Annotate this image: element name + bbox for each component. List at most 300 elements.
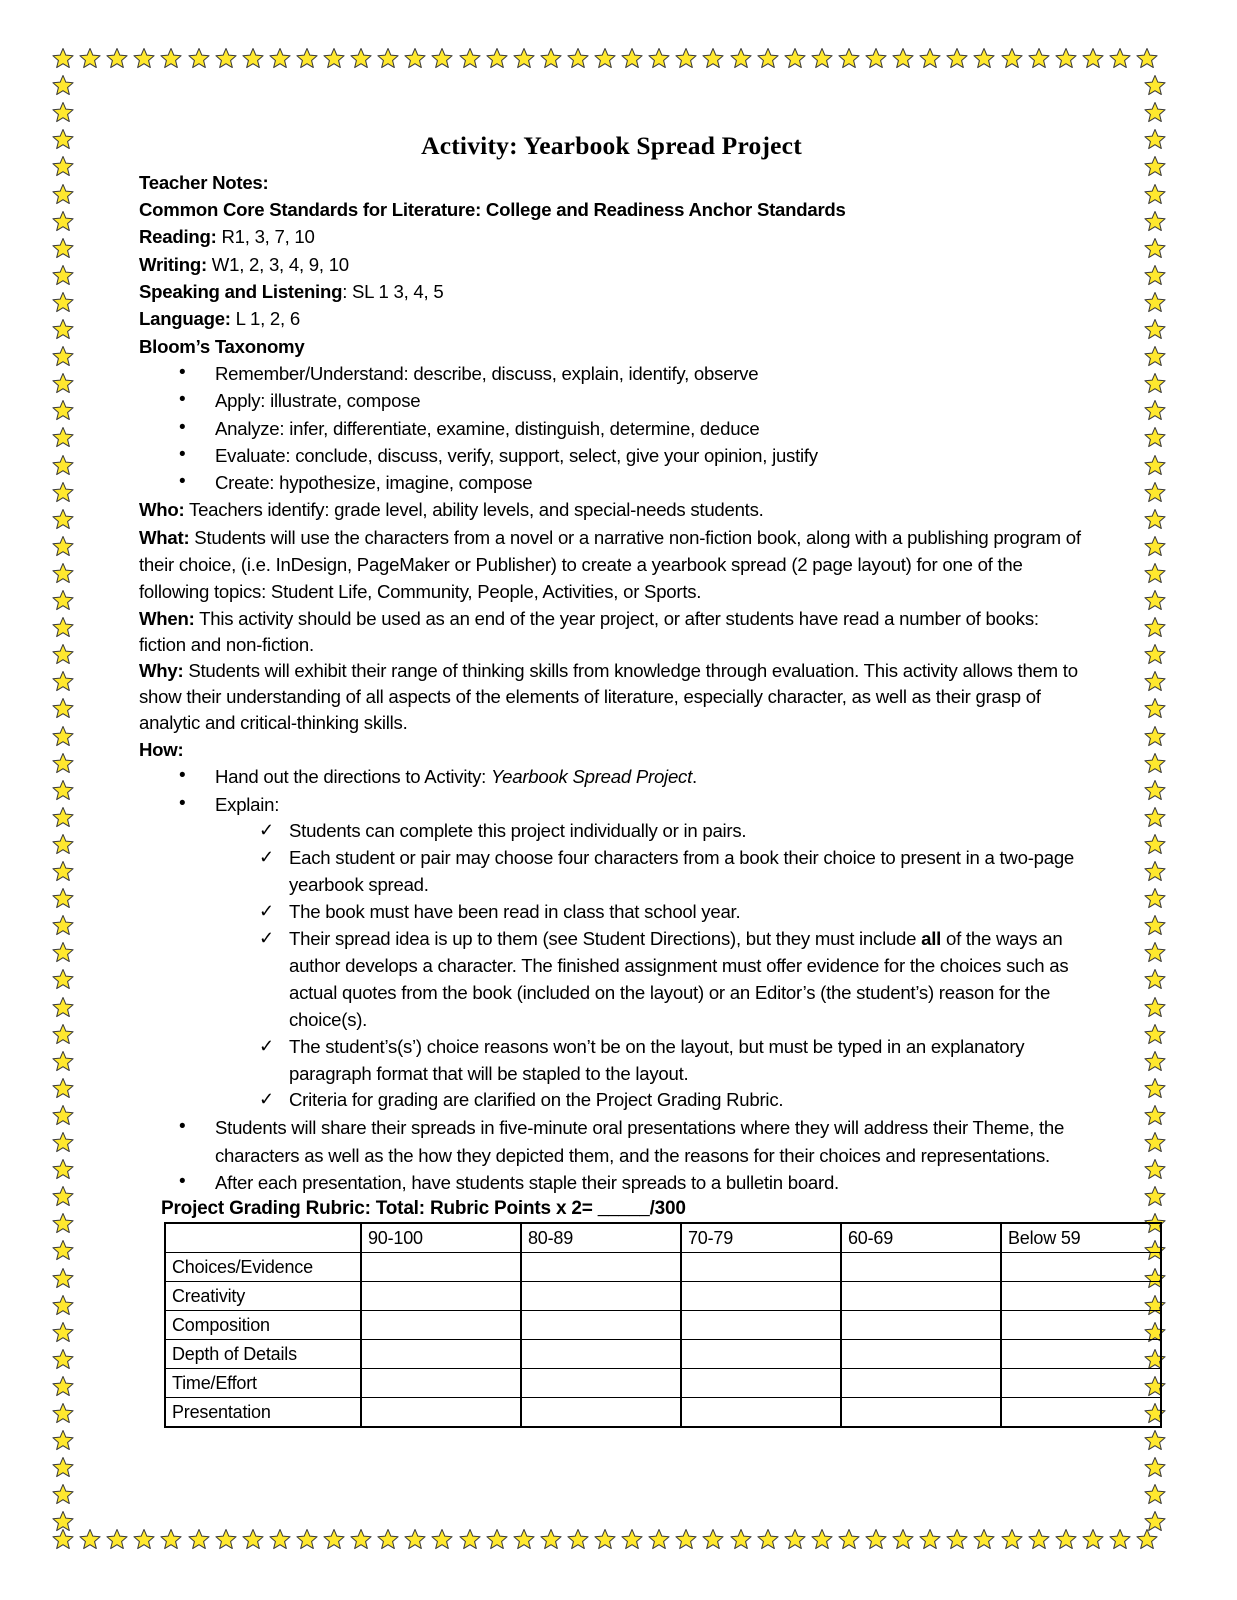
- standard-reading: [139, 223, 1084, 250]
- star-icon: [52, 237, 74, 259]
- star-icon: [1144, 1158, 1166, 1180]
- score-cell[interactable]: [361, 1369, 521, 1398]
- table-header-cell-70-79: 70-79: [681, 1223, 841, 1253]
- star-icon: [1144, 779, 1166, 801]
- star-icon: [1144, 616, 1166, 638]
- star-icon: [675, 1528, 697, 1550]
- standard-language-label: Language:: [139, 308, 231, 330]
- star-icon: [52, 183, 74, 205]
- star-icon: [52, 562, 74, 584]
- row-label-choices-evidence: Choices/Evidence: [165, 1253, 361, 1282]
- star-icon: [1144, 833, 1166, 855]
- star-icon: [133, 47, 155, 69]
- star-icon: [730, 47, 752, 69]
- check-icon: ✓: [259, 900, 274, 921]
- star-icon: [52, 291, 74, 313]
- star-icon: [1136, 47, 1158, 69]
- standard-language-value: L 1, 2, 6: [230, 308, 300, 330]
- blooms-taxonomy-heading: Bloom’s Taxonomy: [139, 335, 305, 357]
- star-icon: [702, 1528, 724, 1550]
- star-icon: [52, 616, 74, 638]
- star-icon: [567, 47, 589, 69]
- list-item-label: The student’s(s’) choice reasons won’t be on the layout, but must be typed in an explanatory paragraph format that will be stapled to the layout.: [289, 1035, 1025, 1084]
- check-icon: ✓: [259, 846, 274, 867]
- star-icon: [1144, 291, 1166, 313]
- star-icon: [1055, 47, 1077, 69]
- star-icon: [1144, 481, 1166, 503]
- star-icon: [52, 74, 74, 96]
- star-icon: [946, 1528, 968, 1550]
- score-cell[interactable]: [361, 1253, 521, 1282]
- standard-reading-label: Reading:: [139, 226, 217, 248]
- star-icon: [52, 1077, 74, 1099]
- star-icon: [1144, 914, 1166, 936]
- explain-sublist: [215, 818, 1084, 1114]
- score-cell[interactable]: [681, 1398, 841, 1428]
- star-icon: [215, 1528, 237, 1550]
- star-icon: [594, 47, 616, 69]
- star-icon: [52, 833, 74, 855]
- bullet-icon: •: [179, 361, 186, 383]
- score-cell[interactable]: [521, 1282, 681, 1311]
- star-icon: [52, 1158, 74, 1180]
- star-icon: [52, 481, 74, 503]
- rubric-score-blank: _____: [597, 1198, 650, 1220]
- star-icon: [892, 1528, 914, 1550]
- table-header-cell-60-69: 60-69: [841, 1223, 1001, 1253]
- star-icon: [52, 1185, 74, 1207]
- star-icon: [1144, 670, 1166, 692]
- star-icon: [52, 589, 74, 611]
- list-item: [139, 469, 1084, 496]
- star-icon: [1144, 1510, 1166, 1532]
- star-icon: [540, 1528, 562, 1550]
- bullet-icon: •: [179, 416, 186, 438]
- score-cell[interactable]: [1001, 1369, 1161, 1398]
- who-label: Who:: [139, 499, 185, 521]
- star-icon: [1144, 968, 1166, 990]
- star-icon: [648, 47, 670, 69]
- table-header-cell-blank: [165, 1223, 361, 1253]
- star-icon: [52, 318, 74, 340]
- what-label: What:: [139, 526, 190, 548]
- star-icon: [52, 1212, 74, 1234]
- star-icon: [52, 535, 74, 557]
- star-icon: [1028, 47, 1050, 69]
- score-cell[interactable]: [521, 1253, 681, 1282]
- star-icon: [1028, 1528, 1050, 1550]
- score-cell[interactable]: [361, 1282, 521, 1311]
- star-icon: [188, 1528, 210, 1550]
- star-icon: [1109, 47, 1131, 69]
- score-cell[interactable]: [1001, 1340, 1161, 1369]
- star-icon: [1144, 1483, 1166, 1505]
- star-icon: [675, 47, 697, 69]
- star-icon: [1082, 47, 1104, 69]
- standard-writing-label: Writing:: [139, 253, 207, 275]
- star-icon: [52, 941, 74, 963]
- star-icon: [52, 1510, 74, 1532]
- star-icon: [702, 47, 724, 69]
- star-icon: [323, 1528, 345, 1550]
- when-label: When:: [139, 607, 195, 629]
- list-item: [215, 845, 1084, 899]
- score-cell[interactable]: [841, 1282, 1001, 1311]
- list-item: [215, 1087, 1084, 1114]
- star-icon: [1144, 1185, 1166, 1207]
- hand-out-pre: Hand out the directions to Activity:: [215, 766, 492, 788]
- star-icon: [784, 1528, 806, 1550]
- star-icon: [1144, 589, 1166, 611]
- star-icon: [106, 47, 128, 69]
- star-icon: [323, 47, 345, 69]
- star-icon: [838, 1528, 860, 1550]
- who-paragraph: [139, 496, 1084, 523]
- star-icon: [892, 47, 914, 69]
- score-cell[interactable]: [841, 1369, 1001, 1398]
- table-row: [165, 1282, 1161, 1311]
- standard-speaking-listening: [139, 278, 1084, 305]
- what-paragraph: [139, 524, 1084, 606]
- why-label: Why:: [139, 659, 184, 681]
- list-item-label: Students can complete this project individually or in pairs.: [289, 819, 747, 841]
- star-icon: [52, 697, 74, 719]
- star-icon: [52, 1528, 74, 1550]
- score-cell[interactable]: [521, 1311, 681, 1340]
- standard-language: [139, 305, 1084, 332]
- list-item-label: Each student or pair may choose four characters from a book their choice to present in a two-page yearbook spread.: [289, 846, 1075, 895]
- star-icon: [52, 101, 74, 123]
- score-cell[interactable]: [1001, 1311, 1161, 1340]
- row-label-depth-of-details: Depth of Details: [165, 1340, 361, 1369]
- list-item: [215, 1034, 1084, 1088]
- when-text: This activity should be used as an end of the year project, or after students have read a number of books: fiction and non-fiction.: [139, 607, 1039, 655]
- check-icon: ✓: [259, 1035, 274, 1056]
- star-icon: [1144, 806, 1166, 828]
- star-icon: [486, 1528, 508, 1550]
- star-icon: [52, 128, 74, 150]
- star-icon: [1144, 210, 1166, 232]
- star-icon: [1144, 1131, 1166, 1153]
- star-icon: [269, 47, 291, 69]
- star-icon: [973, 47, 995, 69]
- star-icon: [52, 1348, 74, 1370]
- table-row: [165, 1369, 1161, 1398]
- bullet-icon: •: [179, 471, 186, 493]
- star-icon: [1144, 1456, 1166, 1478]
- rubric-heading: [161, 1198, 1084, 1220]
- star-icon: [1144, 508, 1166, 530]
- star-icon: [1144, 155, 1166, 177]
- score-cell[interactable]: [681, 1369, 841, 1398]
- star-icon: [1082, 1528, 1104, 1550]
- star-icon: [1144, 318, 1166, 340]
- star-icon: [52, 752, 74, 774]
- star-icon: [513, 1528, 535, 1550]
- bullet-icon: •: [179, 765, 186, 787]
- star-icon: [486, 47, 508, 69]
- star-icon: [1144, 1050, 1166, 1072]
- star-icon: [52, 887, 74, 909]
- score-cell[interactable]: [681, 1282, 841, 1311]
- table-row: [165, 1398, 1161, 1428]
- star-icon: [52, 1131, 74, 1153]
- star-icon: [431, 47, 453, 69]
- list-item-label: Students will share their spreads in five-minute oral presentations where they will address their Theme, the characters as well as the how they depicted them, and the reasons for their choices and representations.: [215, 1117, 1065, 1166]
- star-icon: [513, 47, 535, 69]
- star-icon: [52, 860, 74, 882]
- rubric-heading-post: /300: [649, 1198, 686, 1220]
- star-icon: [1109, 1528, 1131, 1550]
- star-icon: [1144, 1023, 1166, 1045]
- star-icon: [215, 47, 237, 69]
- star-icon: [350, 47, 372, 69]
- score-cell[interactable]: [361, 1311, 521, 1340]
- score-cell[interactable]: [841, 1398, 1001, 1428]
- star-icon: [52, 643, 74, 665]
- teacher-notes-block: [139, 169, 1084, 1197]
- star-icon: [431, 1528, 453, 1550]
- star-icon: [52, 1456, 74, 1478]
- star-icon: [52, 968, 74, 990]
- star-icon: [242, 1528, 264, 1550]
- how-list: [139, 763, 1084, 1196]
- star-icon: [1144, 1077, 1166, 1099]
- star-icon: [1144, 535, 1166, 557]
- list-item-label: Apply: illustrate, compose: [215, 390, 421, 412]
- star-icon: [52, 399, 74, 421]
- star-icon: [1144, 887, 1166, 909]
- star-icon: [567, 1528, 589, 1550]
- score-cell[interactable]: [361, 1340, 521, 1369]
- star-icon: [404, 1528, 426, 1550]
- star-icon: [52, 1023, 74, 1045]
- score-cell[interactable]: [681, 1311, 841, 1340]
- star-icon: [1144, 725, 1166, 747]
- teacher-notes-label: Teacher Notes:: [139, 171, 269, 193]
- score-cell[interactable]: [841, 1340, 1001, 1369]
- star-icon: [404, 47, 426, 69]
- star-icon: [52, 47, 74, 69]
- star-icon: [1144, 996, 1166, 1018]
- list-item-label: Remember/Understand: describe, discuss, explain, identify, observe: [215, 362, 759, 384]
- why-text: Students will exhibit their range of thinking skills from knowledge through evaluation. This activity allows them to show their understanding of all aspects of the elements of literature, especially character, as well as their grasp of analytic and critical-thinking skills.: [139, 659, 1078, 733]
- list-item-label: Evaluate: conclude, discuss, verify, support, select, give your opinion, justify: [215, 444, 818, 466]
- score-cell[interactable]: [681, 1253, 841, 1282]
- star-icon: [1144, 454, 1166, 476]
- score-cell[interactable]: [841, 1253, 1001, 1282]
- table-header-cell-80-89: 80-89: [521, 1223, 681, 1253]
- score-cell[interactable]: [681, 1340, 841, 1369]
- star-icon: [52, 508, 74, 530]
- list-item: [215, 818, 1084, 845]
- star-icon: [1144, 643, 1166, 665]
- blooms-taxonomy-list: [139, 360, 1084, 497]
- star-icon: [621, 1528, 643, 1550]
- star-icon: [1144, 264, 1166, 286]
- bullet-icon: •: [179, 1116, 186, 1138]
- list-item: [139, 1114, 1084, 1169]
- bullet-icon: •: [179, 389, 186, 411]
- star-icon: [52, 1050, 74, 1072]
- standard-writing: [139, 251, 1084, 278]
- star-icon: [1144, 1104, 1166, 1126]
- list-item: [139, 1169, 1084, 1196]
- check-icon: ✓: [259, 1089, 274, 1110]
- star-icon: [1001, 47, 1023, 69]
- star-icon: [1144, 697, 1166, 719]
- hand-out-post: .: [692, 766, 697, 788]
- star-icon: [160, 1528, 182, 1550]
- spread-idea-pre: Their spread idea is up to them (see Student Directions), but they must include: [289, 927, 922, 949]
- list-item-label: Analyze: infer, differentiate, examine, distinguish, determine, deduce: [215, 417, 760, 439]
- star-icon: [79, 47, 101, 69]
- row-label-creativity: Creativity: [165, 1282, 361, 1311]
- star-icon: [757, 1528, 779, 1550]
- standard-speaking-listening-label: Speaking and Listening: [139, 280, 343, 302]
- star-icon: [52, 1402, 74, 1424]
- star-icon: [1144, 101, 1166, 123]
- star-icon: [1144, 74, 1166, 96]
- star-icon: [52, 372, 74, 394]
- star-icon: [784, 47, 806, 69]
- star-icon: [1144, 128, 1166, 150]
- star-icon: [1144, 372, 1166, 394]
- check-icon: ✓: [259, 927, 274, 948]
- list-item-label: The book must have been read in class that school year.: [289, 900, 741, 922]
- star-icon: [621, 47, 643, 69]
- star-icon: [1144, 237, 1166, 259]
- star-icon: [1144, 941, 1166, 963]
- star-icon: [594, 1528, 616, 1550]
- project-grading-rubric-table: [164, 1222, 1162, 1428]
- bullet-icon: •: [179, 1171, 186, 1193]
- star-icon: [52, 1483, 74, 1505]
- list-item: [139, 415, 1084, 442]
- list-item: [139, 791, 1084, 1115]
- star-icon: [52, 1104, 74, 1126]
- table-header-cell-below-59: Below 59: [1001, 1223, 1161, 1253]
- score-cell[interactable]: [1001, 1253, 1161, 1282]
- star-icon: [106, 1528, 128, 1550]
- star-icon: [52, 1239, 74, 1261]
- row-label-time-effort: Time/Effort: [165, 1369, 361, 1398]
- score-cell[interactable]: [1001, 1398, 1161, 1428]
- list-item-label: Criteria for grading are clarified on the Project Grading Rubric.: [289, 1089, 784, 1111]
- list-item-label: After each presentation, have students staple their spreads to a bulletin board.: [215, 1172, 839, 1194]
- table-row: [165, 1311, 1161, 1340]
- star-icon: [52, 914, 74, 936]
- star-icon: [757, 47, 779, 69]
- star-icon: [52, 670, 74, 692]
- list-item: [215, 926, 1084, 1034]
- bullet-icon: •: [179, 792, 186, 814]
- table-header-row: [165, 1223, 1161, 1253]
- check-icon: ✓: [259, 819, 274, 840]
- activity-name-italic: Yearbook Spread Project: [491, 766, 692, 788]
- star-icon: [1001, 1528, 1023, 1550]
- list-item: [215, 899, 1084, 926]
- star-icon: [52, 806, 74, 828]
- star-icon: [865, 47, 887, 69]
- star-icon: [52, 345, 74, 367]
- star-icon: [296, 1528, 318, 1550]
- star-icon: [919, 47, 941, 69]
- star-icon: [1144, 183, 1166, 205]
- star-icon: [296, 47, 318, 69]
- star-icon: [350, 1528, 372, 1550]
- score-cell[interactable]: [361, 1398, 521, 1428]
- list-item-label: [289, 928, 1068, 1030]
- score-cell[interactable]: [521, 1340, 681, 1369]
- star-icon: [540, 47, 562, 69]
- page-title: Activity: Yearbook Spread Project: [421, 131, 802, 160]
- star-icon: [52, 454, 74, 476]
- star-icon: [973, 1528, 995, 1550]
- star-icon: [52, 1375, 74, 1397]
- score-cell[interactable]: [521, 1369, 681, 1398]
- star-icon: [52, 1321, 74, 1343]
- why-paragraph: [139, 658, 1084, 736]
- star-icon: [1136, 1528, 1158, 1550]
- star-icon: [377, 47, 399, 69]
- when-paragraph: [139, 606, 1084, 658]
- list-item: [139, 763, 1084, 790]
- score-cell[interactable]: [841, 1311, 1001, 1340]
- star-icon: [52, 779, 74, 801]
- star-icon: [838, 47, 860, 69]
- star-icon: [811, 1528, 833, 1550]
- star-icon: [52, 1429, 74, 1451]
- score-cell[interactable]: [521, 1398, 681, 1428]
- star-icon: [52, 725, 74, 747]
- star-icon: [1144, 860, 1166, 882]
- star-icon: [1144, 399, 1166, 421]
- star-icon: [242, 47, 264, 69]
- star-icon: [865, 1528, 887, 1550]
- hand-out-directions-text: [215, 766, 697, 787]
- star-icon: [52, 1267, 74, 1289]
- table-row: [165, 1340, 1161, 1369]
- rubric-heading-pre: Project Grading Rubric: Total: Rubric Points x 2=: [161, 1198, 598, 1220]
- star-icon: [52, 1294, 74, 1316]
- table-row: [165, 1253, 1161, 1282]
- star-icon: [1144, 562, 1166, 584]
- spread-idea-bold-all: all: [921, 927, 942, 949]
- standards-heading: Common Core Standards for Literature: College and Readiness Anchor Standards: [139, 198, 846, 220]
- star-icon: [133, 1528, 155, 1550]
- star-icon: [377, 1528, 399, 1550]
- row-label-composition: Composition: [165, 1311, 361, 1340]
- star-icon: [52, 264, 74, 286]
- star-icon: [269, 1528, 291, 1550]
- star-icon: [1055, 1528, 1077, 1550]
- who-text: Teachers identify: grade level, ability levels, and special-needs students.: [184, 499, 764, 521]
- list-item: [139, 360, 1084, 387]
- row-label-presentation: Presentation: [165, 1398, 361, 1428]
- list-item-label: Create: hypothesize, imagine, compose: [215, 472, 533, 494]
- standard-reading-value: R1, 3, 7, 10: [216, 226, 315, 248]
- bullet-icon: •: [179, 443, 186, 465]
- document-content: [139, 132, 1084, 1428]
- spread-idea-post: of the ways an author develops a character. The finished assignment must offer evidence for the choices such as actual quotes from the book (included on the layout) or an Editor’s (the student’s) reason for the choice(s).: [289, 927, 1069, 1030]
- star-icon: [52, 155, 74, 177]
- what-text: Students will use the characters from a novel or a narrative non-fiction book, along with a publishing program of their choice, (i.e. InDesign, PageMaker or Publisher) to create a yearbook spread (2 page layout) for one of the following topics: Student Life, Community, People, Activities, or Sports.: [139, 526, 1081, 603]
- score-cell[interactable]: [1001, 1282, 1161, 1311]
- star-icon: [160, 47, 182, 69]
- star-icon: [730, 1528, 752, 1550]
- star-icon: [52, 996, 74, 1018]
